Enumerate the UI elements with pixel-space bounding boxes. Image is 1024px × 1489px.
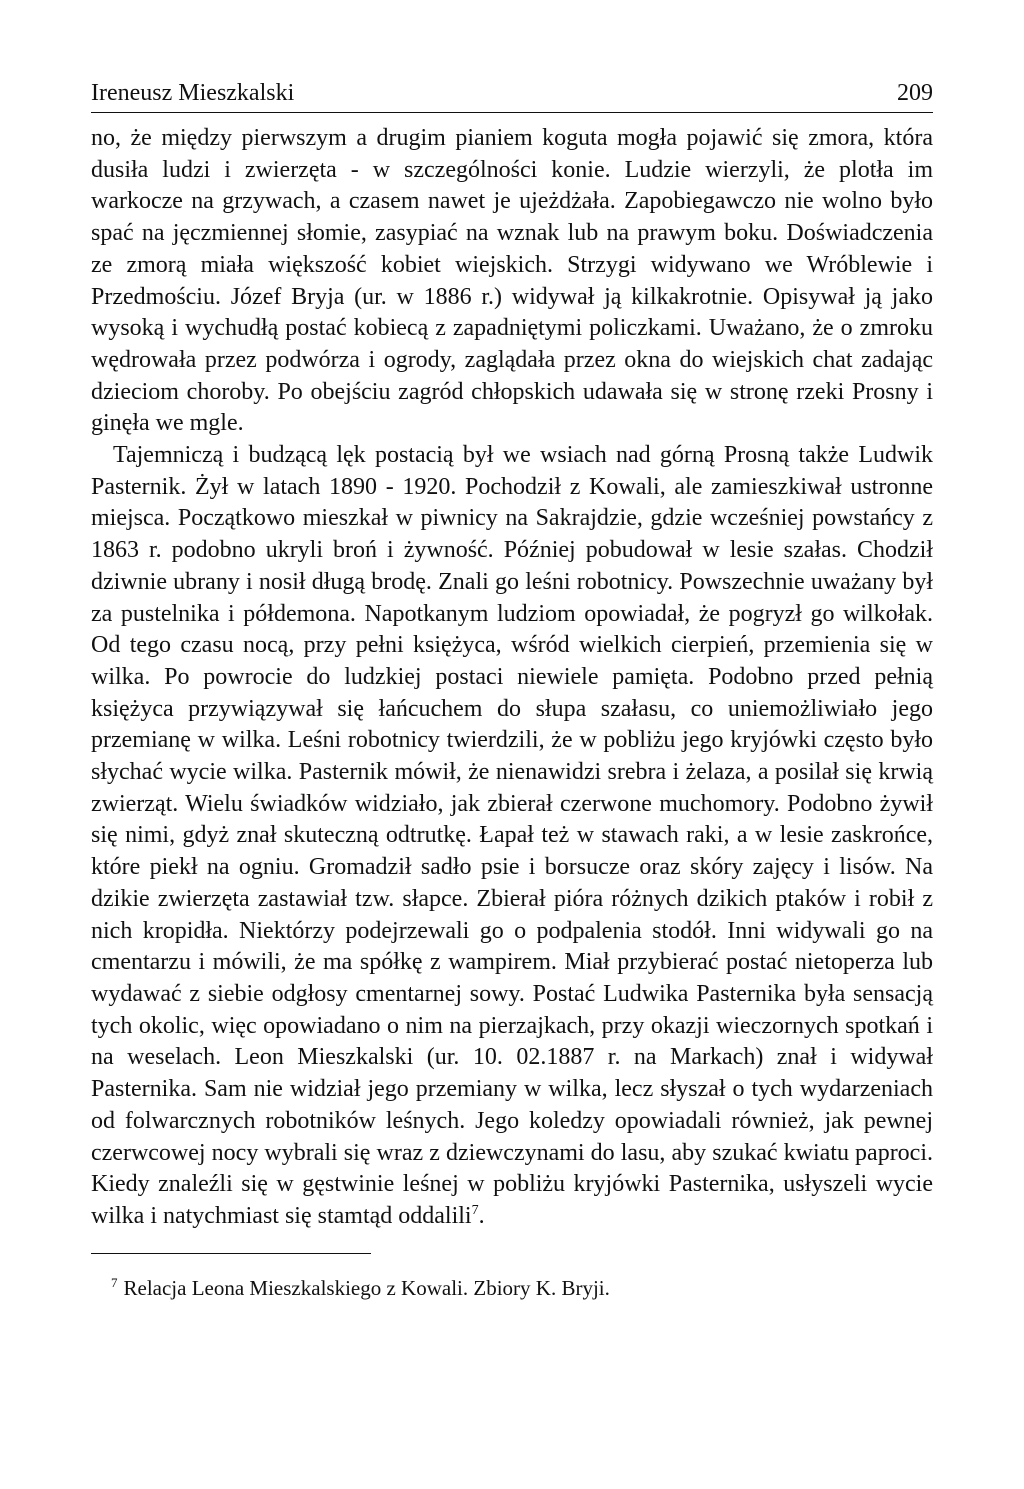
author-name: Ireneusz Mieszkalski (91, 80, 295, 106)
footnote (91, 1274, 933, 1302)
footnote-reference[interactable]: 7 (471, 1202, 479, 1218)
paragraph-2-text: Tajemniczą i budzącą lęk postacią był we wsiach nad górną Prosną także Ludwik Pasternik. Żył w latach 1890 - 1920. Pochodził z Kowali, ale zamieszkiwał ustronne miejsca. Początkowo mieszkał w piwnicy na Sakrajdzie, gdzie wcześniej powstańcy z 1863 r. podobno ukryli broń i żywność. Później pobudował w lesie szałas. Chodził dziwnie ubrany i nosił długą brodę. Znali go leśni robotnicy. Powszechnie uważany był za pustelnika i półdemona. Napotkanym ludziom opowiadał, że pogryzł go wilkołak. Od tego czasu nocą, przy pełni księżyca, wśród wielkich cierpień, przemienia się w wilka. Po powrocie do ludzkiej postaci niewiele pamięta. Podobno przed pełnią księżyca przywiązywał się łańcuchem do słupa szałasu, co uniemożliwiało jego przemianę w wilka. Leśni robotnicy twierdzili, że w pobliżu jego kryjówki często było słychać wycie wilka. Pasternik mówił, że nienawidzi srebra i żelaza, a posilał się krwią zwierząt. Wielu świadków widziało, jak zbierał czerwone muchomory. Podobno żywił się nimi, gdyż znał skuteczną odtrutkę. Łapał też w stawach raki, a w lesie zaskrońce, które piekł na ogniu. Gromadził sadło psie i borsucze oraz skóry zajęcy i lisów. Na dzikie zwierzęta zastawiał tzw. słapce. Zbierał pióra różnych dzikich ptaków i robił z nich kropidła. Niektórzy podejrzewali go o podpalenia stodół. Inni widywali go na cmentarzu i mówili, że ma spółkę z wampirem. Miał przybierać postać nietoperza lub wydawać z siebie odgłosy cmentarnej sowy. Postać Ludwika Pasternika była sensacją tych okolic, więc opowiadano o nim na pierzajkach, przy okazji wieczornych spotkań i na weselach. Leon Mieszkalski (ur. 10. 02.1887 r. na Markach) znał i widywał Pasternika. Sam nie widział jego przemiany w wilka, lecz słyszał o tych wydarzeniach od folwarcznych robotników leśnych. Jego koledzy opowiadali również, jak pewnej czerwcowej nocy wybrali się wraz z dziewczynami do lasu, aby szukać kwiatu paproci. Kiedy znaleźli się w gęstwinie leśnej w pobliżu kryjówki Pasternika, usłyszeli wycie wilka i natychmiast się stamtąd oddalili (91, 442, 933, 1229)
running-header (91, 78, 933, 113)
book-page (91, 78, 933, 1302)
paragraph-2: Tajemniczą i budzącą lęk postacią był we wsiach nad górną Prosną także Ludwik Pasternik. Żył w latach 1890 - 1920. Pochodził z Kowali, ale zamieszkiwał ustronne miejsca. Początkowo mieszkał w piwnicy na Sakrajdzie, gdzie wcześniej powstańcy z 1863 r. podobno ukryli broń i żywność. Później pobudował w lesie szałas. Chodził dziwnie ubrany i nosił długą brodę. Znali go leśni robotnicy. Powszechnie uważany był za pustelnika i półdemona. Napotkanym ludziom opowiadał, że pogryzł go wilkołak. Od tego czasu nocą, przy pełni księżyca, wśród wielkich cierpień, przemienia się w wilka. Po powrocie do ludzkiej postaci niewiele pamięta. Podobno przed pełnią księżyca przywiązywał się łańcuchem do słupa szałasu, co uniemożliwiało jego przemianę w wilka. Leśni robotnicy twierdzili, że w pobliżu jego kryjówki często było słychać wycie wilka. Pasternik mówił, że nienawidzi srebra i żelaza, a posilał się krwią zwierząt. Wielu świadków widziało, jak zbierał czerwone muchomory. Podobno żywił się nimi, gdyż znał skuteczną odtrutkę. Łapał też w stawach raki, a w lesie zaskrońce, które piekł na ogniu. Gromadził sadło psie i borsucze oraz skóry zajęcy i lisów. Na dzikie zwierzęta zastawiał tzw. słapce. Zbierał pióra różnych dzikich ptaków i robił z nich kropidła. Niektórzy podejrzewali go o podpalenia stodół. Inni widywali go na cmentarzu i mówili, że ma spółkę z wampirem. Miał przybierać postać nietoperza lub wydawać z siebie odgłosy cmentarnej sowy. Postać Ludwika Pasternika była sensacją tych okolic, więc opowiadano o nim na pierzajkach, przy okazji wieczornych spotkań i na weselach. Leon Mieszkalski (ur. 10. 02.1887 r. na Markach) znał i widywał Pasternika. Sam nie widział jego przemiany w wilka, lecz słyszał o tych wydarzeniach od folwarcznych robotników leśnych. Jego koledzy opowiadali również, jak pewnej czerwcowej nocy wybrali się wraz z dziewczynami do lasu, aby szukać kwiatu paproci. Kiedy znaleźli się w gęstwinie leśnej w pobliżu kryjówki Pasternika, usłyszeli wycie wilka i natychmiast się stamtąd oddalili$^7$. (91, 442, 933, 1229)
body-text (91, 123, 933, 1233)
footnote-text: Relacja Leona Mieszkalskiego z Kowali. Zbiory K. Bryji. (123, 1275, 610, 1300)
paragraph-1: no, że między pierwszym a drugim pianiem koguta mogła pojawić się zmora, która dusiła ludzi i zwierzęta - w szczególności konie. Ludzie wierzyli, że plotła im warkocze na grzywach, a czasem nawet je ujeżdżała. Zapobiegawczo nie wolno było spać na jęczmiennej słomie, zasypiać na wznak lub na prawym boku. Doświadczenia ze zmorą miała większość kobiet wiejskich. Strzygi widywano we Wróblewie i Przedmościu. Józef Bryja (ur. w 1886 r.) widywał ją kilkakrotnie. Opisywał ją jako wysoką i wychudłą postać kobiecą z zapadniętymi policzkami. Uważano, że o zmroku wędrowała przez podwórza i ogrody, zaglądała przez okna do wiejskich chat zadając dzieciom choroby. Po obejściu zagród chłopskich udawała się w stronę rzeki Prosny i ginęła we mgle. (91, 125, 933, 437)
page-number: 209 (897, 80, 933, 106)
footnote-number: 7 (111, 1274, 118, 1290)
footnote-divider (91, 1253, 371, 1254)
